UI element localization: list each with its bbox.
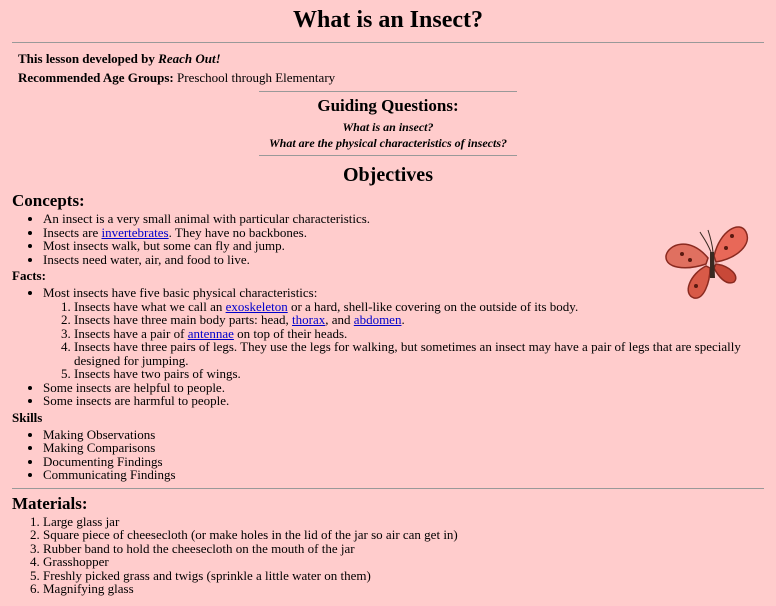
list-item: • Some insects are helpful to people.: [43, 381, 764, 395]
guiding-question-1: What is an insect?: [342, 120, 434, 134]
developer-line: [18, 49, 758, 68]
page-title: What is an Insect?: [292, 7, 484, 33]
list-item: 1. Insects have what we call an exoskeleton or a hard, shell-like covering on the outside of its body.: [74, 300, 764, 314]
divider: [12, 488, 764, 489]
skills-heading: Skills: [12, 409, 43, 425]
materials-heading: Materials:: [12, 493, 88, 513]
list-item: 6. Magnifying glass: [43, 582, 764, 596]
age-label: Recommended Age Groups:: [18, 70, 174, 85]
list-item: • An insect is a very small animal with particular characteristics.: [43, 212, 764, 226]
list-item: • Most insects walk, but some can fly and jump.: [43, 239, 764, 253]
facts-list: [12, 286, 764, 408]
invertebrates-link[interactable]: invertebrates: [101, 224, 169, 240]
list-item: 2. Insects have three main body parts: head, thorax, and abdomen.: [74, 313, 764, 327]
list-item: • Documenting Findings: [43, 455, 764, 469]
abdomen-link[interactable]: abdomen: [353, 312, 402, 327]
list-item: 3. Rubber band to hold the cheesecloth on the mouth of the jar: [43, 542, 764, 556]
facts-heading: Facts:: [12, 268, 46, 283]
list-item: • Making Observations: [43, 428, 764, 442]
materials-list: [12, 515, 764, 596]
list-item: 1. Large glass jar: [43, 515, 764, 529]
credits: [12, 43, 764, 87]
list-item: • Insects need water, air, and food to live.: [43, 253, 764, 267]
concepts-list: [12, 212, 764, 266]
skills-list: [12, 428, 764, 482]
list-item: 5. Insects have two pairs of wings.: [74, 367, 764, 381]
divider: [259, 155, 517, 156]
butterfly-image: [660, 216, 760, 306]
concepts-heading: Concepts:: [12, 191, 85, 210]
guiding-question-2: What are the physical characteristics of insects?: [269, 136, 507, 150]
thorax-link[interactable]: thorax: [292, 312, 326, 327]
developer-name: Reach Out!: [158, 51, 221, 66]
list-item: 2. Square piece of cheesecloth (or make holes in the lid of the jar so air can get in): [43, 528, 764, 542]
exoskeleton-link[interactable]: exoskeleton: [225, 298, 288, 314]
list-item: • Communicating Findings: [43, 468, 764, 482]
age-value: Preschool through Elementary: [177, 70, 336, 85]
list-item: 4. Insects have three pairs of legs. They use the legs for walking, but sometimes an insect may have a pair of legs that are specially designed for jumping.: [74, 340, 764, 367]
guiding-questions: [12, 96, 764, 151]
divider: [259, 91, 517, 92]
objectives-heading: Objectives: [343, 164, 433, 186]
list-item: • Most insects have five basic physical characteristics: 1. Insects have what we call an exoskeleton or a hard, shell-like covering on the outside of its body. 2. Insects have three main body parts: head, thorax, and abdomen. 3. Insects have a pair of antennae on top of their heads. 4. Insects have three pairs of legs. They use the legs for walking, but sometimes an insect may have a pair of legs that are specially designed for jumping. 5. Insects have two pairs of wings.: [43, 286, 764, 381]
antennae-link[interactable]: antennae: [187, 325, 234, 341]
list-item: • Some insects are harmful to people.: [43, 394, 764, 408]
list-item: 5. Freshly picked grass and twigs (sprinkle a little water on them): [43, 569, 764, 583]
list-item: • Insects are invertebrates. They have no backbones.: [43, 226, 764, 240]
age-line: [18, 68, 758, 87]
characteristics-list: [43, 300, 764, 381]
guiding-heading: Guiding Questions:: [317, 96, 459, 115]
developed-label: This lesson developed by: [18, 51, 155, 66]
list-item: • Making Comparisons: [43, 441, 764, 455]
list-item: 3. Insects have a pair of antennae on top of their heads.: [74, 327, 764, 341]
list-item: 4. Grasshopper: [43, 555, 764, 569]
